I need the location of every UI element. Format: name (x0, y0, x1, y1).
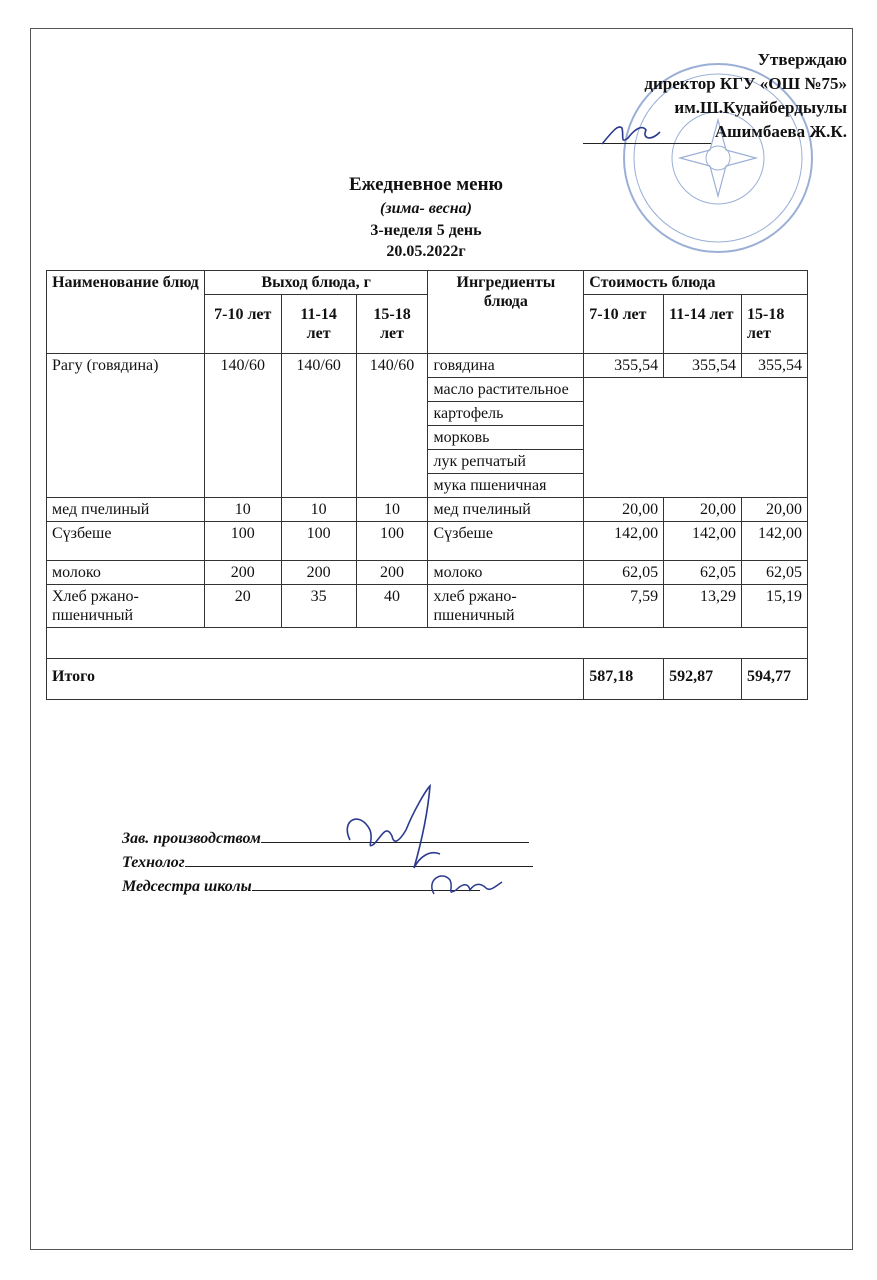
cost-11-14: 142,00 (664, 522, 742, 561)
dish-name: Сүзбеше (47, 522, 205, 561)
ingredient: лук репчатый (428, 450, 584, 474)
cost-11-14: 20,00 (664, 498, 742, 522)
menu-table (46, 270, 808, 700)
cost-7-10: 62,05 (584, 561, 664, 585)
approval-title: Утверждаю (757, 50, 847, 69)
nurse-signature (424, 866, 504, 902)
ingredient: хлеб ржано-пшеничный (428, 585, 584, 628)
ingredient: говядина (428, 354, 584, 378)
yield-age-7-10: 7-10 лет (204, 295, 281, 354)
director-name: Ашимбаева Ж.К. (714, 122, 847, 141)
yield-11-14: 10 (281, 498, 356, 522)
yield-11-14: 35 (281, 585, 356, 628)
cost-age-11-14: 11-14 лет (664, 295, 742, 354)
cost-15-18: 142,00 (742, 522, 808, 561)
total-11-14: 592,87 (664, 659, 742, 700)
director-signature (598, 118, 668, 152)
ingredient: мука пшеничная (428, 474, 584, 498)
table-spacer-row (47, 628, 808, 659)
table-row (47, 354, 808, 378)
yield-15-18: 200 (356, 561, 428, 585)
header-yield: Выход блюда, г (204, 271, 428, 295)
cost-age-15-18: 15-18 лет (742, 295, 808, 354)
menu-header (46, 172, 806, 262)
menu-title: Ежедневное меню (348, 174, 504, 195)
production-head-label: Зав. производством (122, 830, 261, 847)
total-15-18: 594,77 (742, 659, 808, 700)
dish-name: Рагу (говядина) (47, 354, 205, 498)
yield-age-11-14: 11-14 лет (281, 295, 356, 354)
yield-11-14: 200 (281, 561, 356, 585)
yield-7-10: 10 (204, 498, 281, 522)
dish-name: Хлеб ржано-пшеничный (47, 585, 205, 628)
ingredient: мед пчелиный (428, 498, 584, 522)
yield-7-10: 200 (204, 561, 281, 585)
menu-date: 20.05.2022г (386, 243, 466, 260)
cost-7-10: 20,00 (584, 498, 664, 522)
table-row (47, 561, 808, 585)
header-cost: Стоимость блюда (584, 271, 808, 295)
signature-row-production (122, 826, 533, 850)
approval-position: директор КГУ «ОШ №75» (644, 74, 847, 93)
menu-week-day: 3-неделя 5 день (370, 222, 482, 239)
yield-7-10: 100 (204, 522, 281, 561)
production-head-signature (330, 780, 450, 880)
cost-15-18: 62,05 (742, 561, 808, 585)
yield-7-10: 140/60 (204, 354, 281, 498)
cost-11-14: 62,05 (664, 561, 742, 585)
cost-15-18: 355,54 (742, 354, 808, 378)
yield-11-14: 140/60 (281, 354, 356, 498)
ingredient: морковь (428, 426, 584, 450)
nurse-label: Медсестра школы (122, 878, 252, 895)
table-row (47, 585, 808, 628)
cost-15-18: 15,19 (742, 585, 808, 628)
yield-15-18: 10 (356, 498, 428, 522)
yield-11-14: 100 (281, 522, 356, 561)
menu-season: (зима- весна) (380, 200, 472, 217)
yield-15-18: 100 (356, 522, 428, 561)
spacer-cell (47, 628, 808, 659)
cost-7-10: 7,59 (584, 585, 664, 628)
table-row (47, 522, 808, 561)
yield-15-18: 140/60 (356, 354, 428, 498)
cost-empty-cell (584, 378, 808, 498)
cost-11-14: 13,29 (664, 585, 742, 628)
approval-school-name: им.Ш.Кудайбердыулы (674, 98, 847, 117)
dish-name: молоко (47, 561, 205, 585)
total-7-10: 587,18 (584, 659, 664, 700)
total-label: Итого (47, 659, 584, 700)
header-ingredients: Ингредиенты блюда (428, 271, 584, 354)
totals-row (47, 659, 808, 700)
cost-15-18: 20,00 (742, 498, 808, 522)
dish-name: мед пчелиный (47, 498, 205, 522)
ingredient: Сүзбеше (428, 522, 584, 561)
ingredient: картофель (428, 402, 584, 426)
ingredient: молоко (428, 561, 584, 585)
table-header-row (47, 271, 808, 295)
ingredient: масло растительное (428, 378, 584, 402)
cost-age-7-10: 7-10 лет (584, 295, 664, 354)
cost-7-10: 355,54 (584, 354, 664, 378)
header-dish-name: Наименование блюд (47, 271, 205, 354)
cost-7-10: 142,00 (584, 522, 664, 561)
yield-age-15-18: 15-18 лет (356, 295, 428, 354)
table-row (47, 498, 808, 522)
technologist-label: Технолог (122, 854, 185, 871)
yield-7-10: 20 (204, 585, 281, 628)
cost-11-14: 355,54 (664, 354, 742, 378)
yield-15-18: 40 (356, 585, 428, 628)
